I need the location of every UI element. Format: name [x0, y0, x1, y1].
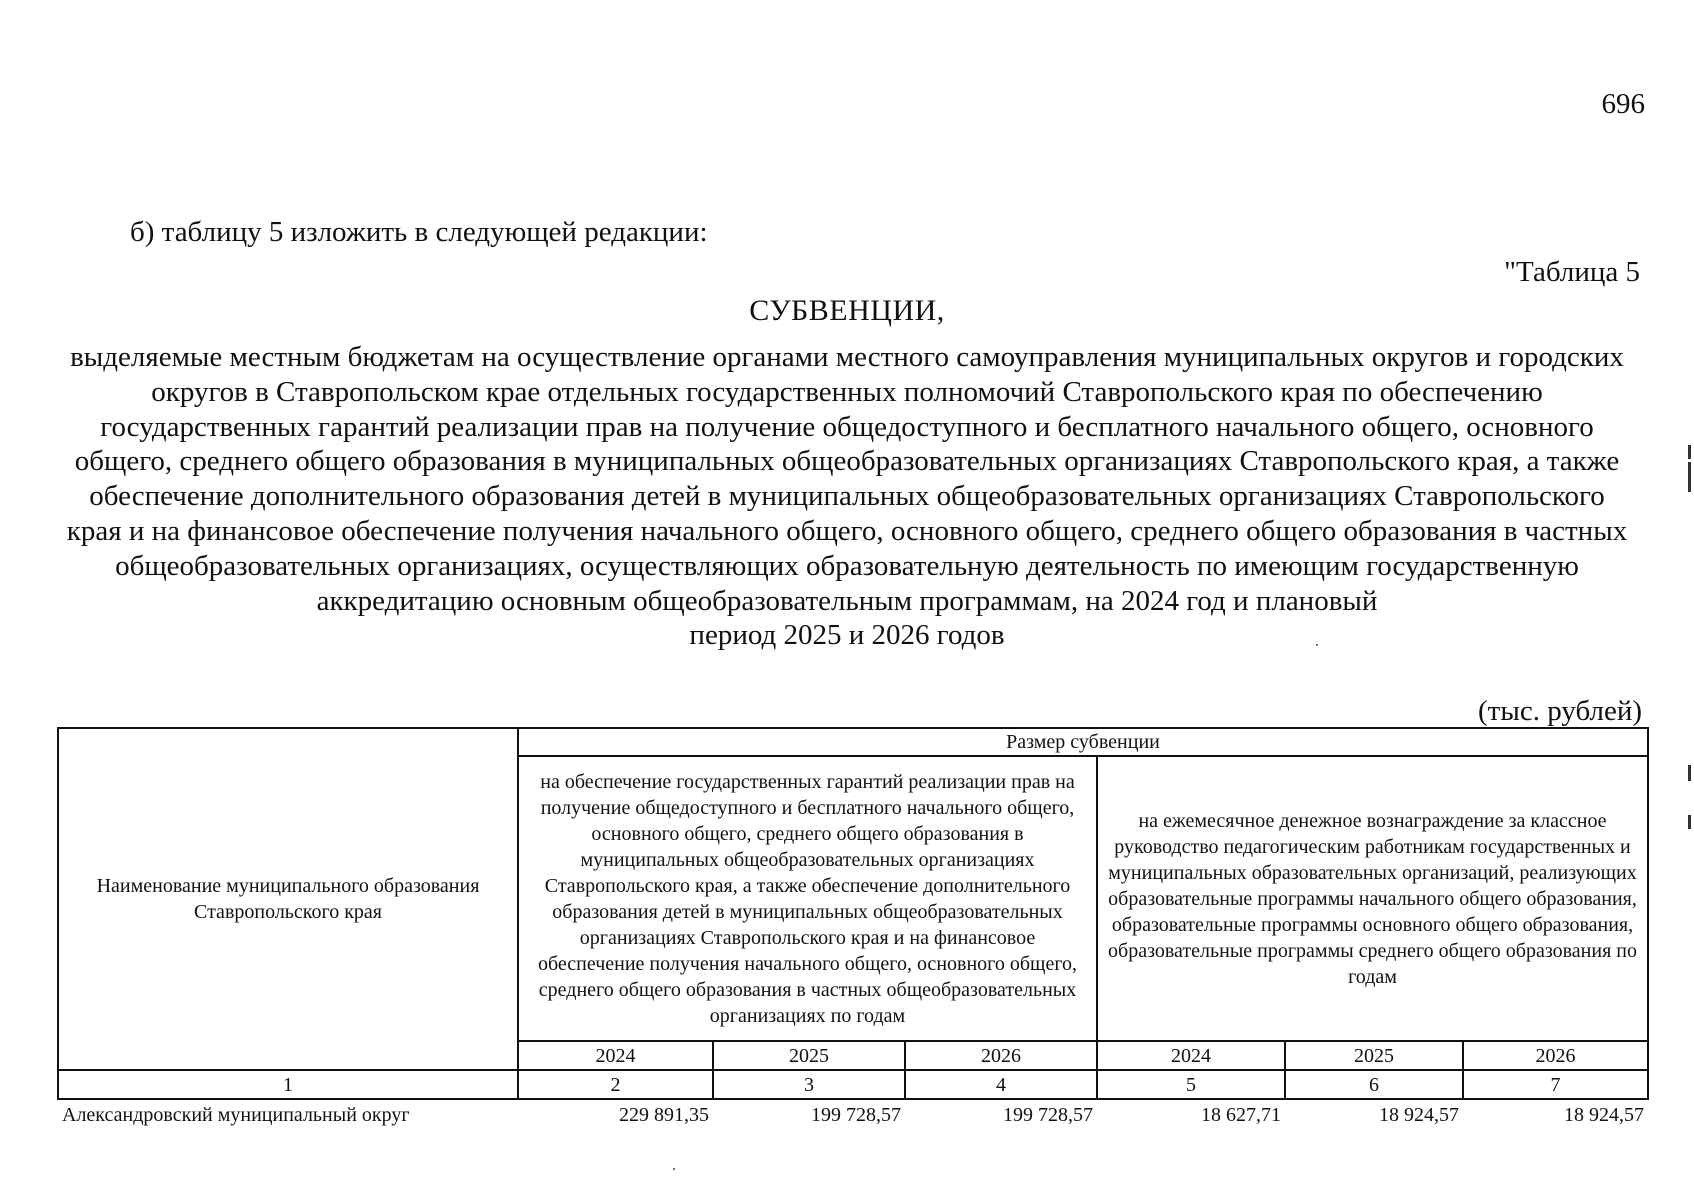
subtitle-line: края и на финансовое обеспечение получения начального общего, основного общего, среднего общего образования в частных: [66, 514, 1628, 547]
value-cell: 18 924,57: [1564, 1104, 1645, 1126]
col-header-municipality: Наименование муниципального образования Ставропольского края: [58, 728, 518, 1070]
document-title: СУБВЕНЦИИ,: [749, 294, 945, 327]
column-number: 4: [905, 1070, 1097, 1099]
year-header: 2026: [1463, 1041, 1648, 1070]
scan-edge-mark: [1688, 765, 1691, 781]
subtitle-line: выделяемые местным бюджетам на осуществление органами местного самоуправления муниципальных округов и городских: [70, 341, 1624, 373]
subtitle-line: обеспечение дополнительного образования детей в муниципальных общеобразовательных организациях Ставропольского: [89, 480, 1605, 513]
subtitle-line: аккредитацию основным общеобразовательным программам, на 2024 год и плановый: [316, 584, 1378, 617]
municipality-name: Александровский муниципальный округ: [62, 1104, 410, 1126]
scan-speck: [1316, 644, 1318, 646]
year-header: 2024: [518, 1041, 713, 1070]
units-label: (тыс. рублей): [1478, 695, 1642, 727]
col-header-subvention-size: Размер субвенции: [518, 728, 1648, 756]
scan-edge-mark: [1688, 815, 1691, 829]
col-group-guarantees: на обеспечение государственных гарантий реализации прав на получение общедоступного и бесплатного начального общего, основного общего, среднего общего образования в муниципальных общеобразовательных организациях Ставропольского края, а также обеспечение дополнительного образования детей в муниципальных общеобразовательных организациях Ставропольского края и на финансовое обеспечение получения начального общего, основного общего, среднего общего образования в частных общеобразовательных организациях по годам: [518, 756, 1097, 1041]
year-header: 2026: [905, 1041, 1097, 1070]
table-reference: "Таблица 5: [1504, 256, 1640, 288]
subventions-table: [57, 727, 1649, 1130]
column-number: 7: [1463, 1070, 1648, 1099]
value-cell: 18 627,71: [1201, 1104, 1281, 1126]
year-header: 2025: [1285, 1041, 1463, 1070]
column-number: 3: [713, 1070, 905, 1099]
table-row: [58, 1099, 1648, 1130]
col-group-class-guidance: на ежемесячное денежное вознаграждение за классное руководство педагогическим работникам государственных и муниципальных образовательных организаций, реализующих образовательные программы начального общего образования, образовательные программы основного общего образования, образовательные программы среднего общего образования по годам: [1097, 756, 1648, 1041]
scan-speck: [673, 1168, 675, 1170]
column-number: 1: [58, 1070, 518, 1099]
document-subtitle: [50, 340, 1644, 653]
subtitle-line: период 2025 и 2026 годов: [689, 619, 1005, 652]
subtitle-line: общего, среднего общего образования в муниципальных общеобразовательных организациях Ставропольского края, а также: [74, 445, 1620, 478]
scan-edge-mark: [1688, 462, 1691, 492]
subtitle-line: государственных гарантий реализации прав на получение общедоступного и бесплатного начального общего, основного: [100, 410, 1594, 443]
column-number: 2: [518, 1070, 713, 1099]
subtitle-line: округов в Ставропольском крае отдельных государственных полномочий Ставропольского края по обеспечению: [151, 375, 1543, 408]
value-cell: 199 728,57: [811, 1104, 901, 1126]
year-header: 2024: [1097, 1041, 1285, 1070]
scan-edge-mark: [1688, 445, 1691, 459]
value-cell: 18 924,57: [1379, 1104, 1459, 1126]
value-cell: 229 891,35: [619, 1104, 709, 1126]
column-number: 5: [1097, 1070, 1285, 1099]
page-number: 696: [1601, 88, 1645, 120]
year-header: 2025: [713, 1041, 905, 1070]
intro-paragraph: б) таблицу 5 изложить в следующей редакции:: [130, 216, 708, 248]
value-cell: 199 728,57: [1003, 1104, 1093, 1126]
column-number: 6: [1285, 1070, 1463, 1099]
subtitle-line: общеобразовательных организациях, осуществляющих образовательную деятельность по имеющим государственную: [115, 549, 1579, 582]
